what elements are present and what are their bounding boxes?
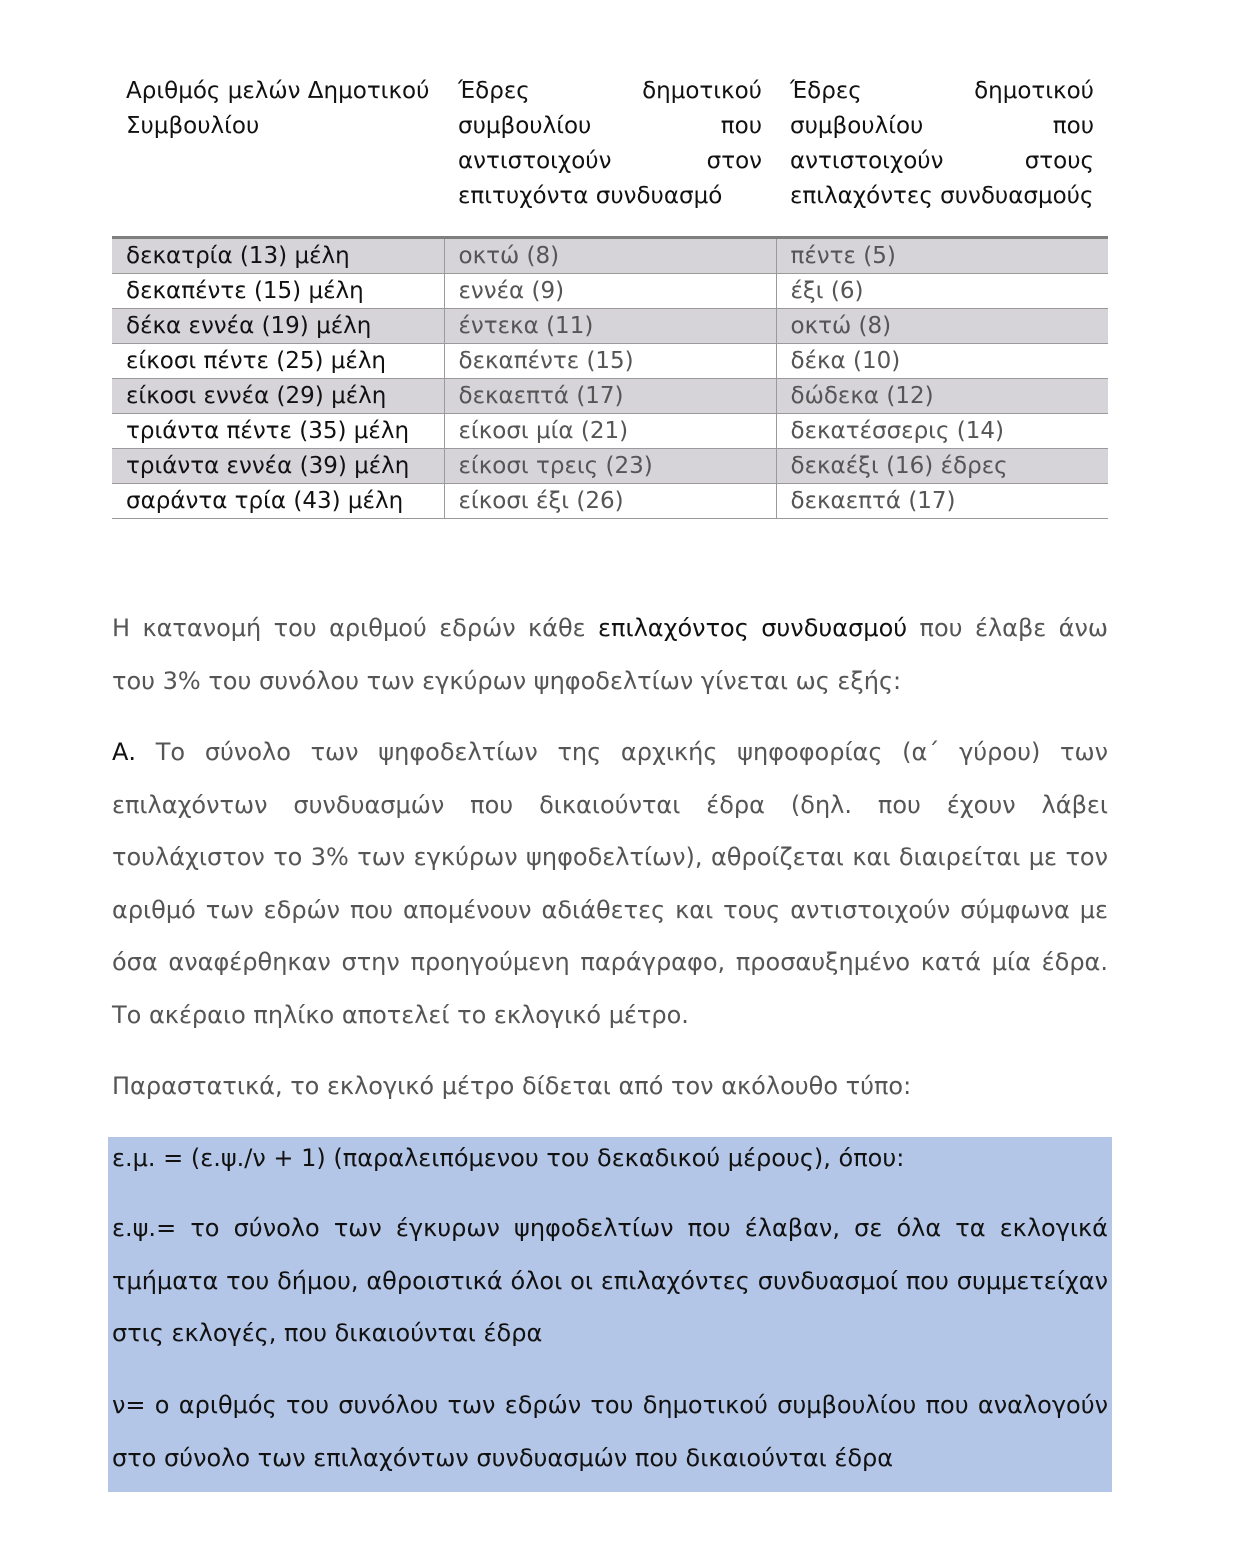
formula-definition: ε.μ. = (ε.ψ./ν + 1) (παραλειπόμενου του δεκαδικού μέρους), όπου: bbox=[112, 1144, 905, 1172]
table-row bbox=[112, 449, 1108, 484]
allocation-intro-paragraph bbox=[112, 602, 1108, 707]
step-a-paragraph bbox=[112, 726, 1108, 1041]
step-a-text: Το σύνολο των ψηφοδελτίων της αρχικής ψηφοφορίας (α΄ γύρου) των επιλαχόντων συνδυασμών που δικαιούνται έδρα (δηλ. που έχουν λάβει τουλάχιστον το 3% των εγκύρων ψηφοδελτίων), αθροίζεται και διαιρείται με τον αριθμό των εδρών που απομένουν αδιάθετες και τους αντιστοιχούν σύμφωνα με όσα αναφέρθηκαν στην προηγούμενη παράγραφο, προσαυξημένο κατά μία έδρα. Το ακέραιο πηλίκο αποτελεί το εκλογικό μέτρο. bbox=[112, 738, 1108, 1029]
cell-members: δεκατρία (13) μέλη bbox=[112, 238, 444, 274]
header-members: Αριθμός μελών Δημοτικού Συμβουλίου bbox=[126, 78, 430, 139]
formula-seat-count: ν= ο αριθμός του συνόλου των εδρών του δημοτικού συμβουλίου που αναλογούν στο σύνολο των επιλαχόντων συνδυασμών που δικαιούνται έδρα bbox=[112, 1391, 1108, 1472]
step-a-label: Α. bbox=[112, 738, 137, 766]
table-row bbox=[112, 309, 1108, 344]
cell-members: τριάντα πέντε (35) μέλη bbox=[112, 414, 444, 449]
cell-members: τριάντα εννέα (39) μέλη bbox=[112, 449, 444, 484]
paragraph1-after: που έλαβε άνω του 3% του συνόλου των εγκύρων ψηφοδελτίων γίνεται ως εξής: bbox=[112, 614, 1108, 695]
table-row bbox=[112, 484, 1108, 519]
table-row bbox=[112, 414, 1108, 449]
cell-winning: εννέα (9) bbox=[444, 274, 776, 309]
document-page bbox=[112, 70, 1108, 1100]
cell-members: δεκαπέντε (15) μέλη bbox=[112, 274, 444, 309]
cell-runnerup: οκτώ (8) bbox=[776, 309, 1108, 344]
cell-members: είκοσι εννέα (29) μέλη bbox=[112, 379, 444, 414]
header-runnerup-seats: Έδρες δημοτικού συμβουλίου που αντιστοιχούν στους επιλαχόντες συνδυασμούς bbox=[790, 78, 1094, 209]
cell-winning: έντεκα (11) bbox=[444, 309, 776, 344]
table-row bbox=[112, 379, 1108, 414]
paragraph1-emphasis: επιλαχόντος συνδυασμού bbox=[598, 614, 908, 642]
cell-winning: είκοσι τρεις (23) bbox=[444, 449, 776, 484]
cell-members: δέκα εννέα (19) μέλη bbox=[112, 309, 444, 344]
cell-runnerup: δεκαέξι (16) έδρες bbox=[776, 449, 1108, 484]
table-header-row bbox=[112, 70, 1108, 238]
cell-winning: είκοσι έξι (26) bbox=[444, 484, 776, 519]
cell-winning: δεκαπέντε (15) bbox=[444, 344, 776, 379]
paragraph1-before: Η κατανομή του αριθμού εδρών κάθε bbox=[112, 614, 599, 642]
cell-runnerup: δεκατέσσερις (14) bbox=[776, 414, 1108, 449]
header-winning-seats: Έδρες δημοτικού συμβουλίου που αντιστοιχούν στον επιτυχόντα συνδυασμό bbox=[458, 78, 762, 209]
cell-members: σαράντα τρία (43) μέλη bbox=[112, 484, 444, 519]
cell-winning: είκοσι μία (21) bbox=[444, 414, 776, 449]
formula-valid-ballots: ε.ψ.= το σύνολο των έγκυρων ψηφοδελτίων που έλαβαν, σε όλα τα εκλογικά τμήματα του δήμου, αθροιστικά όλοι οι επιλαχόντες συνδυασμοί που συμμετείχαν στις εκλογές, που δικαιούνται έδρα bbox=[112, 1214, 1108, 1347]
cell-runnerup: δώδεκα (12) bbox=[776, 379, 1108, 414]
cell-runnerup: έξι (6) bbox=[776, 274, 1108, 309]
formula-box bbox=[108, 1137, 1112, 1492]
cell-runnerup: πέντε (5) bbox=[776, 238, 1108, 274]
table-row bbox=[112, 274, 1108, 309]
cell-winning: δεκαεπτά (17) bbox=[444, 379, 776, 414]
formula-intro-paragraph: Παραστατικά, το εκλογικό μέτρο δίδεται από τον ακόλουθο τύπο: bbox=[112, 1072, 912, 1100]
cell-runnerup: δεκαεπτά (17) bbox=[776, 484, 1108, 519]
table-row bbox=[112, 344, 1108, 379]
table-row bbox=[112, 238, 1108, 274]
cell-members: είκοσι πέντε (25) μέλη bbox=[112, 344, 444, 379]
seats-table bbox=[112, 70, 1108, 519]
cell-runnerup: δέκα (10) bbox=[776, 344, 1108, 379]
cell-winning: οκτώ (8) bbox=[444, 238, 776, 274]
